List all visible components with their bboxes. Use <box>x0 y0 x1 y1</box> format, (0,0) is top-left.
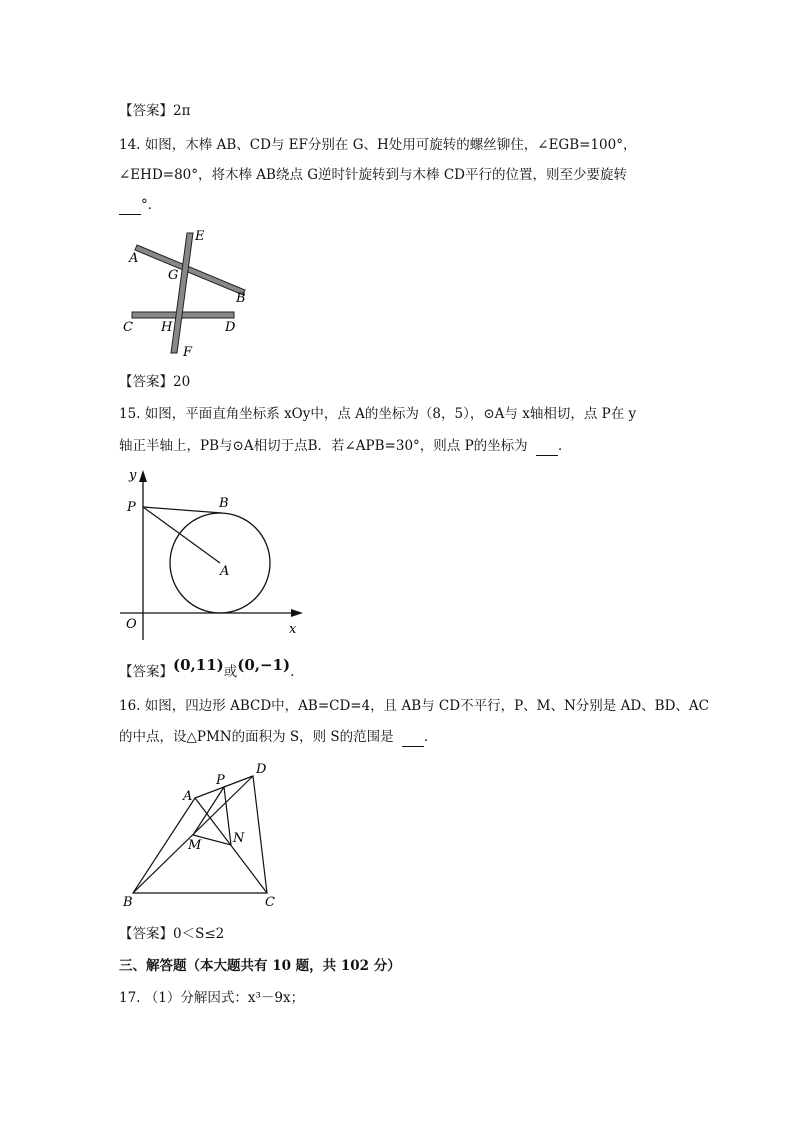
label-p: P <box>216 773 225 788</box>
label-f: F <box>183 345 193 360</box>
label-h: H <box>161 320 173 335</box>
label-y: y <box>129 468 137 483</box>
q17-line1 <box>119 989 304 1007</box>
q14-line3 <box>119 196 161 215</box>
label-n: N <box>233 831 245 846</box>
q14-figure <box>115 225 255 365</box>
label-x: x <box>289 622 297 637</box>
answer-prefix: 【答案】 <box>119 664 173 680</box>
segment-pa <box>143 507 220 563</box>
label-p: P <box>127 500 136 515</box>
quadrilateral-abcd <box>133 776 267 893</box>
q15-line2 <box>119 437 571 456</box>
q14-line2 <box>119 166 627 184</box>
y-arrow <box>139 470 147 482</box>
answer-prefix: 【答案】 <box>119 374 173 390</box>
question-number: 16. <box>119 698 141 714</box>
answer-value-1: (0,11) <box>173 656 224 674</box>
answer-16 <box>119 925 224 943</box>
answer-value: 0＜S≤2 <box>173 926 225 942</box>
answer-13 <box>119 102 190 120</box>
question-text: °． <box>141 197 162 213</box>
label-g: G <box>168 268 179 283</box>
q16-line1 <box>119 697 709 715</box>
question-suffix: ． <box>557 438 572 454</box>
answer-value-2: (0,−1) <box>237 656 291 674</box>
rod-cd <box>132 312 234 318</box>
question-text: ∠EHD=80°，将木棒 AB绕点 G逆时针旋转到与木棒 CD平行的位置，则至少要旋转 <box>119 167 627 183</box>
label-d: D <box>256 762 267 777</box>
label-o: O <box>126 617 137 632</box>
label-a: A <box>220 564 230 579</box>
answer-14 <box>119 373 190 391</box>
answer-value: 2π <box>173 103 191 119</box>
question-text: 轴正半轴上，PB与⊙A相切于点B．若∠APB=30°，则点 P的坐标为 <box>119 438 528 454</box>
label-b: B <box>123 895 133 910</box>
label-c: C <box>265 895 275 910</box>
question-suffix: ． <box>423 729 438 745</box>
q15-line1 <box>119 405 636 423</box>
segment-pb <box>143 507 222 513</box>
label-a: A <box>129 251 139 266</box>
label-a: A <box>183 789 193 804</box>
answer-prefix: 【答案】 <box>119 103 173 119</box>
answer-blank <box>119 196 141 215</box>
q16-line2 <box>119 728 437 747</box>
answer-suffix: . <box>290 664 295 680</box>
answer-15 <box>119 656 295 683</box>
label-m: M <box>188 838 202 853</box>
x-arrow <box>291 609 303 617</box>
answer-prefix: 【答案】 <box>119 926 173 942</box>
answer-connector: 或 <box>223 664 238 680</box>
rod-ef <box>171 233 193 353</box>
q16-figure <box>115 758 290 913</box>
section-3-title: 三、解答题（本大题共有 10 题，共 102 分） <box>119 958 401 974</box>
question-number: 17. <box>119 990 141 1006</box>
label-e: E <box>195 229 205 244</box>
answer-blank <box>536 437 558 456</box>
answer-value: 20 <box>173 374 191 390</box>
label-d: D <box>225 320 236 335</box>
question-number: 14. <box>119 137 141 153</box>
question-text: 的中点，设△PMN的面积为 S，则 S的范围是 <box>119 729 394 745</box>
question-text: 如图，木棒 AB、CD与 EF分别在 G、H处用可旋转的螺丝铆住，∠EGB=100°， <box>144 137 637 153</box>
question-text: （1）分解因式：x³－9x； <box>144 990 305 1006</box>
question-number: 15. <box>119 406 141 422</box>
answer-blank <box>402 728 424 747</box>
question-text: 如图，四边形 ABCD中，AB=CD=4，且 AB与 CD不平行，P、M、N分别是 AD、BD、AC <box>144 698 709 714</box>
q15-figure <box>115 465 315 645</box>
label-b: B <box>236 291 246 306</box>
label-c: C <box>123 320 133 335</box>
question-text: 如图，平面直角坐标系 xOy中，点 A的坐标为（8，5），⊙A与 x轴相切，点 P在 y <box>144 406 637 422</box>
label-b: B <box>219 496 229 511</box>
q14-line1 <box>119 136 636 154</box>
